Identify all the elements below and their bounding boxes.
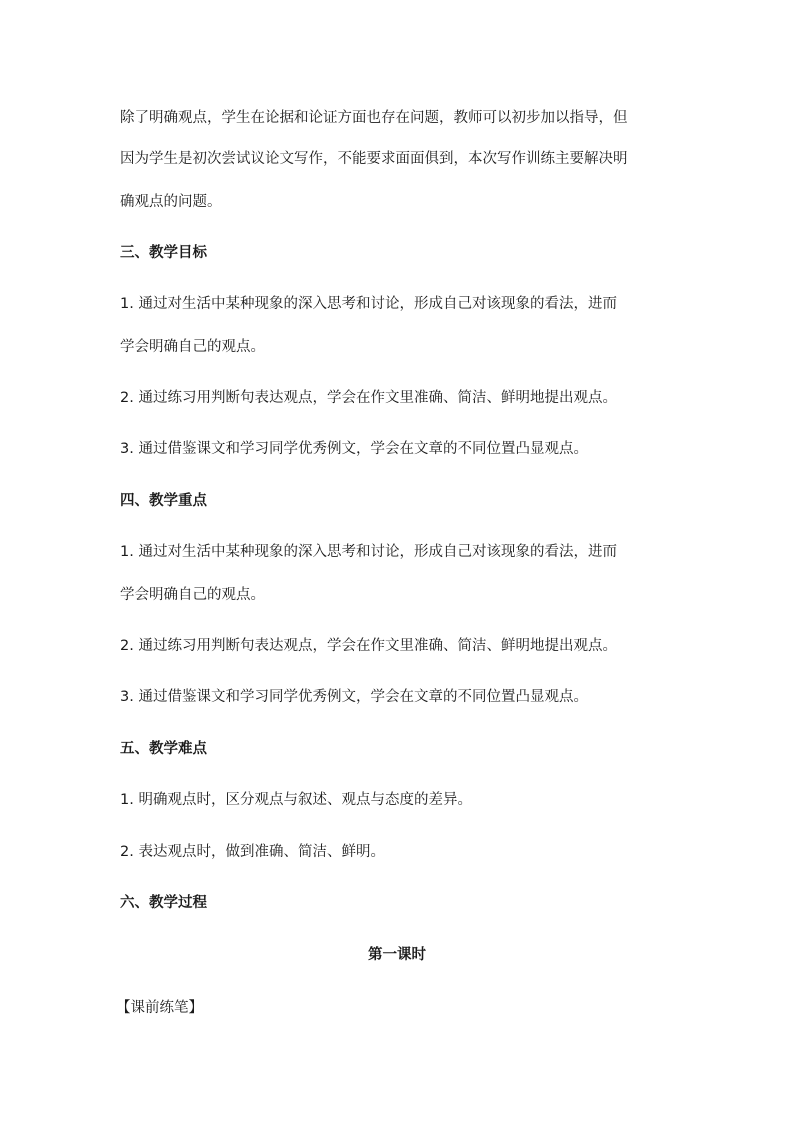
section-heading-difficulties: 五、教学难点 xyxy=(120,741,207,757)
section-heading-keypoints: 四、教学重点 xyxy=(120,493,207,509)
goal-item: 学会明确自己的观点。 xyxy=(120,339,265,355)
intro-line: 因为学生是初次尝试议论文写作，不能要求面面俱到，本次写作训练主要解决明 xyxy=(120,151,628,167)
keypoint-item: 2. 通过练习用判断句表达观点，学会在作文里准确、简洁、鲜明地提出观点。 xyxy=(120,638,617,654)
goal-item: 1. 通过对生活中某种现象的深入思考和讨论，形成自己对该现象的看法，进而 xyxy=(120,296,617,312)
lesson-title: 第一课时 xyxy=(368,947,426,963)
goal-item: 3. 通过借鉴课文和学习同学优秀例文，学会在文章的不同位置凸显观点。 xyxy=(120,441,588,457)
keypoint-item: 3. 通过借鉴课文和学习同学优秀例文，学会在文章的不同位置凸显观点。 xyxy=(120,689,588,705)
difficulty-item: 2. 表达观点时，做到准确、简洁、鲜明。 xyxy=(120,844,385,860)
section-heading-process: 六、教学过程 xyxy=(120,895,207,911)
goal-item: 2. 通过练习用判断句表达观点，学会在作文里准确、简洁、鲜明地提出观点。 xyxy=(120,390,617,406)
subsection-label: 【课前练笔】 xyxy=(116,1000,203,1016)
intro-line: 确观点的问题。 xyxy=(120,194,222,210)
keypoint-item: 1. 通过对生活中某种现象的深入思考和讨论，形成自己对该现象的看法，进而 xyxy=(120,544,617,560)
keypoint-item: 学会明确自己的观点。 xyxy=(120,587,265,603)
difficulty-item: 1. 明确观点时，区分观点与叙述、观点与态度的差异。 xyxy=(120,792,472,808)
section-heading-goals: 三、教学目标 xyxy=(120,245,207,261)
intro-line: 除了明确观点，学生在论据和论证方面也存在问题，教师可以初步加以指导，但 xyxy=(120,110,628,126)
